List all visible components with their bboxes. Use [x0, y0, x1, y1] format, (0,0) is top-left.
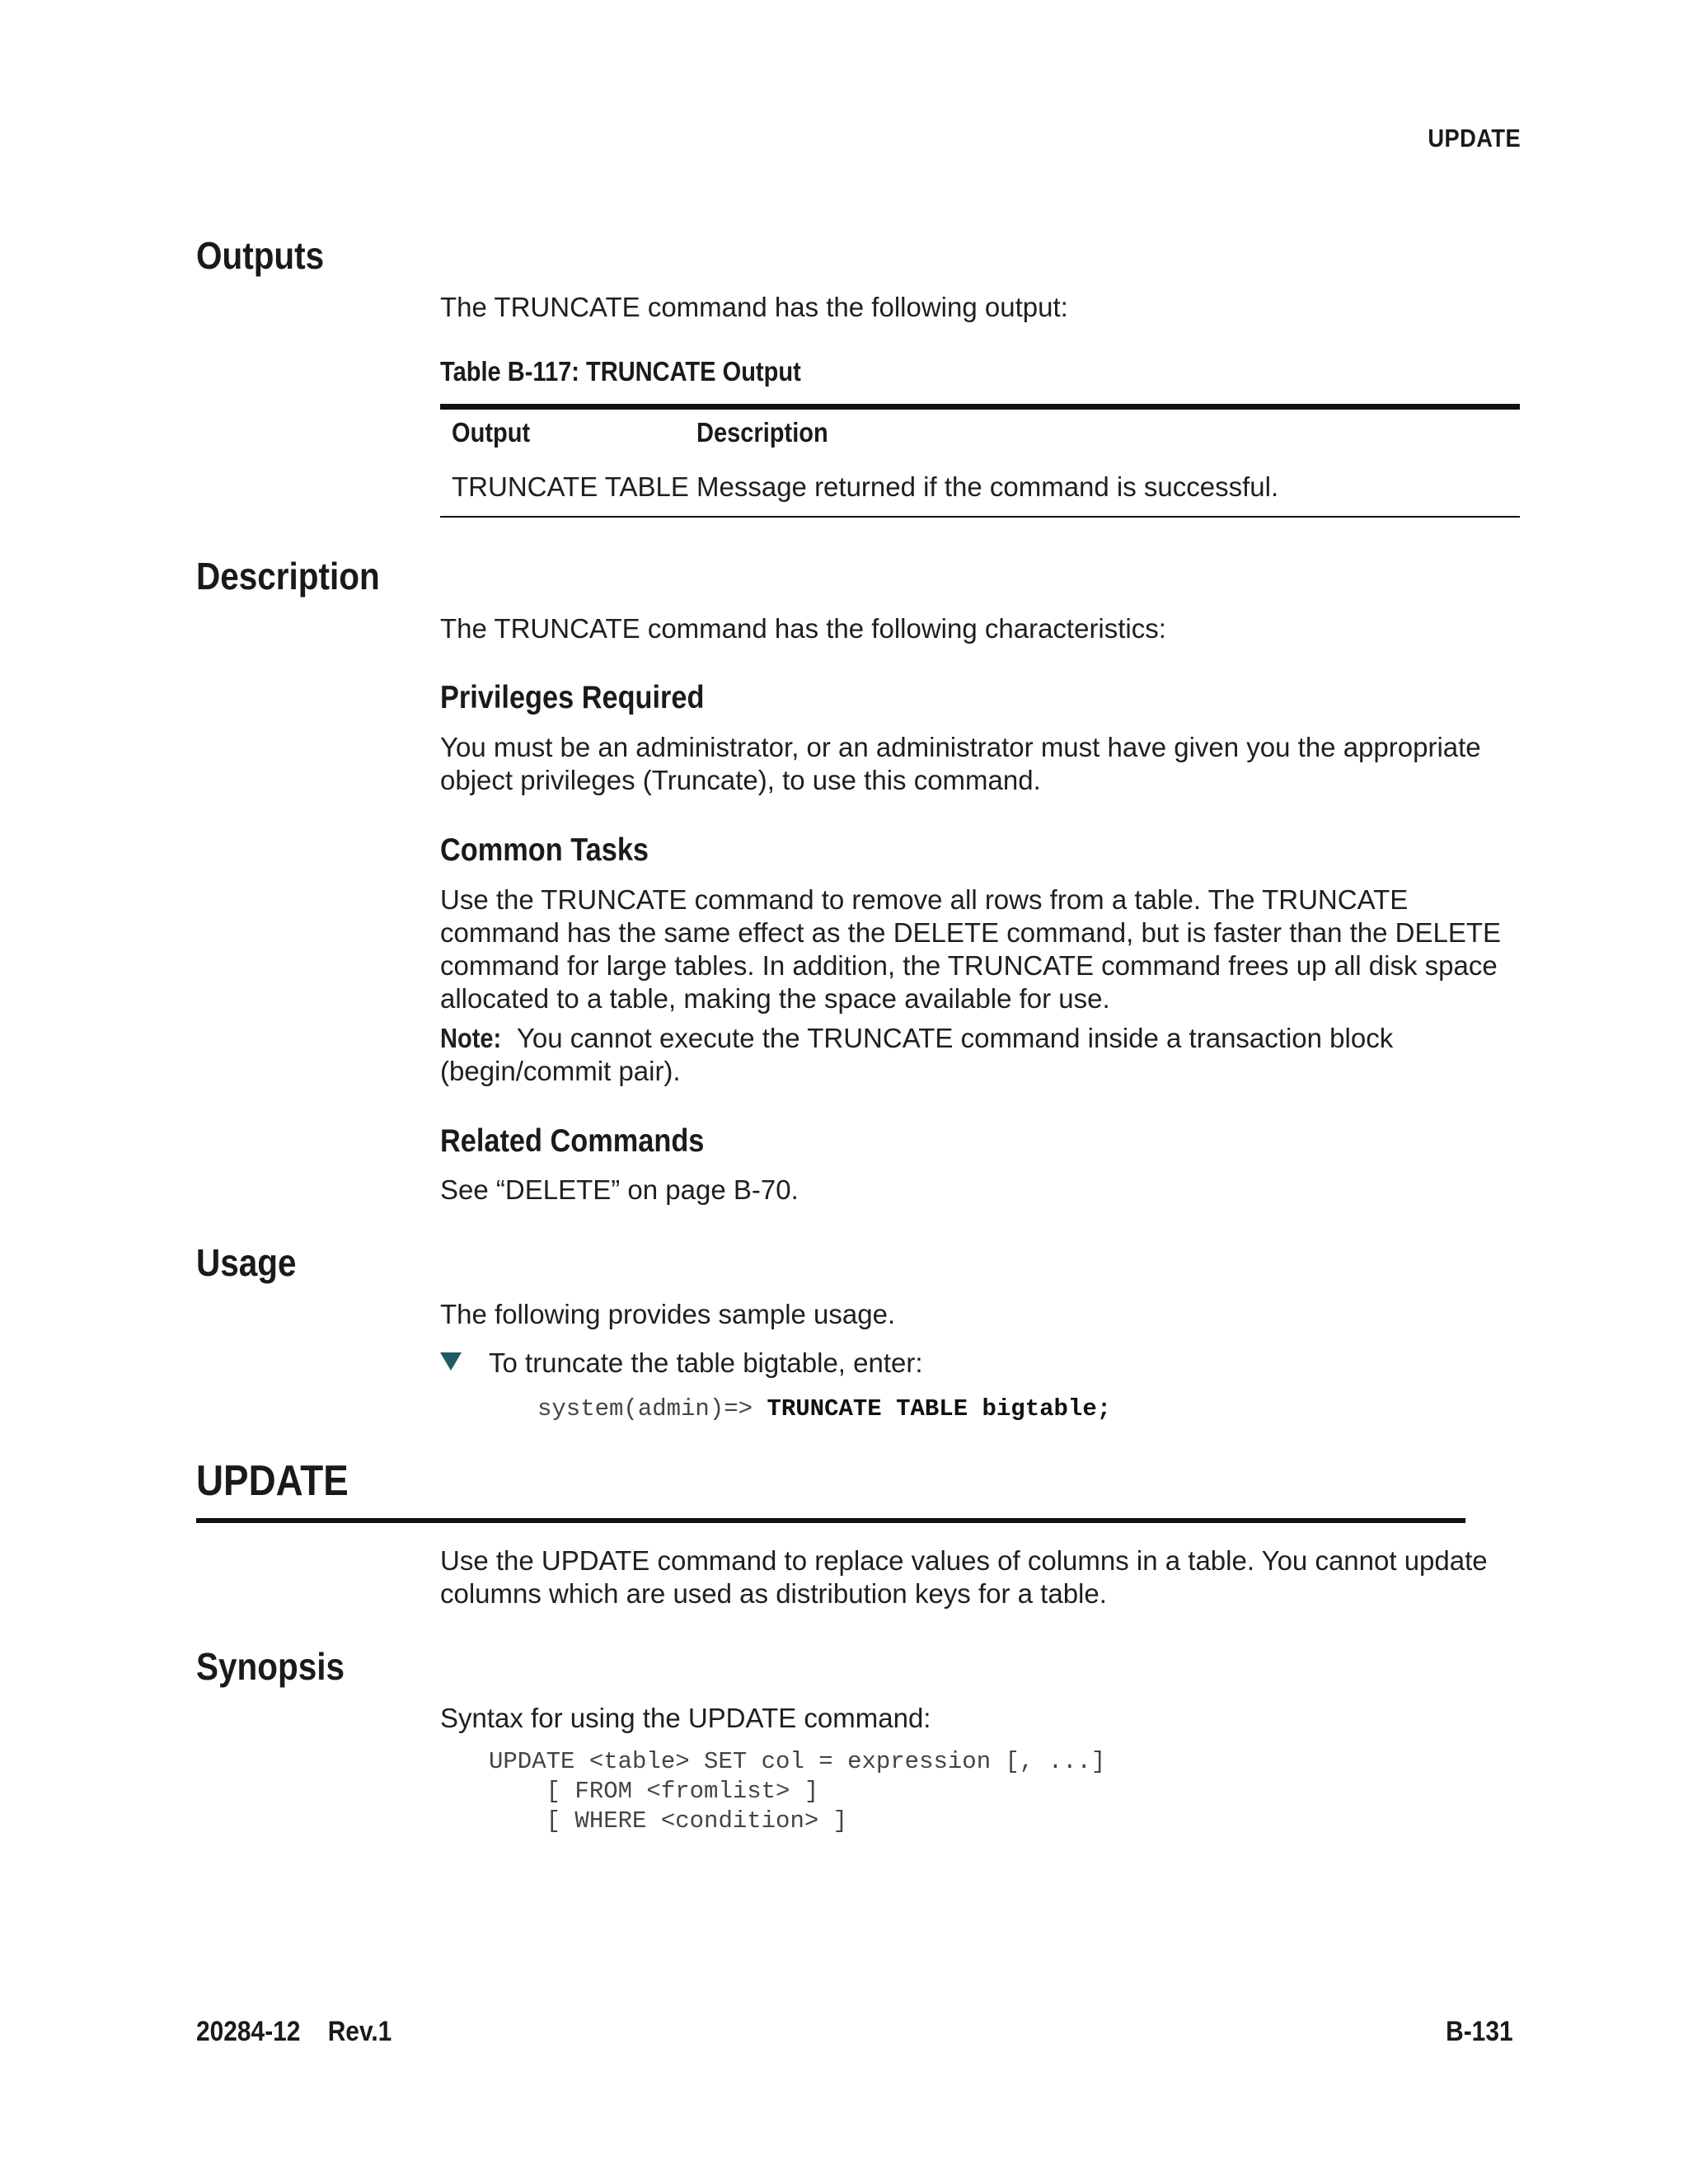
synopsis-intro: Syntax for using the UPDATE command: — [440, 1703, 931, 1733]
running-header: UPDATE — [1428, 124, 1521, 152]
update-heading: UPDATE — [196, 1457, 349, 1505]
usage-code — [537, 1395, 1111, 1422]
outputs-heading: Outputs — [196, 234, 325, 277]
synopsis-code-block — [489, 1747, 1105, 1836]
update-heading-rule — [196, 1518, 1465, 1523]
note-paragraph — [440, 1022, 1528, 1088]
footer-page-number: B-131 — [1446, 2016, 1513, 2047]
table-header-description: Description — [696, 417, 828, 448]
table-header-output: Output — [452, 417, 531, 448]
description-heading: Description — [196, 555, 380, 598]
synopsis-code-line: [ WHERE <condition> ] — [489, 1807, 848, 1835]
triangle-bullet-icon — [440, 1352, 462, 1371]
footer-doc-number: 20284-12 Rev.1 — [196, 2016, 392, 2047]
usage-code-command: TRUNCATE TABLE bigtable; — [767, 1395, 1112, 1422]
privileges-text: You must be an administrator, or an administrator must have given you the appropriate object privileges (Truncate), to use this command. — [440, 732, 1481, 795]
synopsis-heading: Synopsis — [196, 1645, 345, 1688]
synopsis-code-line: UPDATE <table> SET col = expression [, ...] — [489, 1748, 1106, 1775]
usage-bullet-text: To truncate the table bigtable, enter: — [489, 1347, 923, 1378]
related-commands-text: See “DELETE” on page B-70. — [440, 1174, 799, 1205]
common-tasks-heading: Common Tasks — [440, 832, 649, 868]
outputs-intro: The TRUNCATE command has the following output: — [440, 292, 1068, 322]
table-cell-description: Message returned if the command is successful. — [696, 471, 1279, 502]
synopsis-code-line: [ FROM <fromlist> ] — [489, 1778, 819, 1805]
note-text: You cannot execute the TRUNCATE command inside a transaction block (begin/commit pair). — [440, 1023, 1394, 1086]
table-bottom-rule — [440, 516, 1520, 518]
usage-heading: Usage — [196, 1241, 297, 1284]
usage-intro: The following provides sample usage. — [440, 1299, 896, 1329]
description-intro: The TRUNCATE command has the following characteristics: — [440, 613, 1166, 644]
update-intro: Use the UPDATE command to replace values of columns in a table. You cannot update columns which are used as distribution keys for a table. — [440, 1545, 1488, 1609]
table-caption: Table B-117: TRUNCATE Output — [440, 356, 801, 387]
table-top-rule — [440, 404, 1520, 410]
note-label: Note: — [440, 1023, 502, 1053]
usage-code-prompt: system(admin)=> — [537, 1395, 767, 1422]
related-commands-heading: Related Commands — [440, 1123, 705, 1159]
privileges-heading: Privileges Required — [440, 680, 705, 715]
table-cell-output: TRUNCATE TABLE — [452, 471, 689, 502]
common-tasks-text: Use the TRUNCATE command to remove all rows from a table. The TRUNCATE command has the same effect as the DELETE command, but is faster than the DELETE command for large tables. In addition, the TRUNCATE command frees up all disk space allocated to a table, making the space available for use. — [440, 884, 1502, 1014]
